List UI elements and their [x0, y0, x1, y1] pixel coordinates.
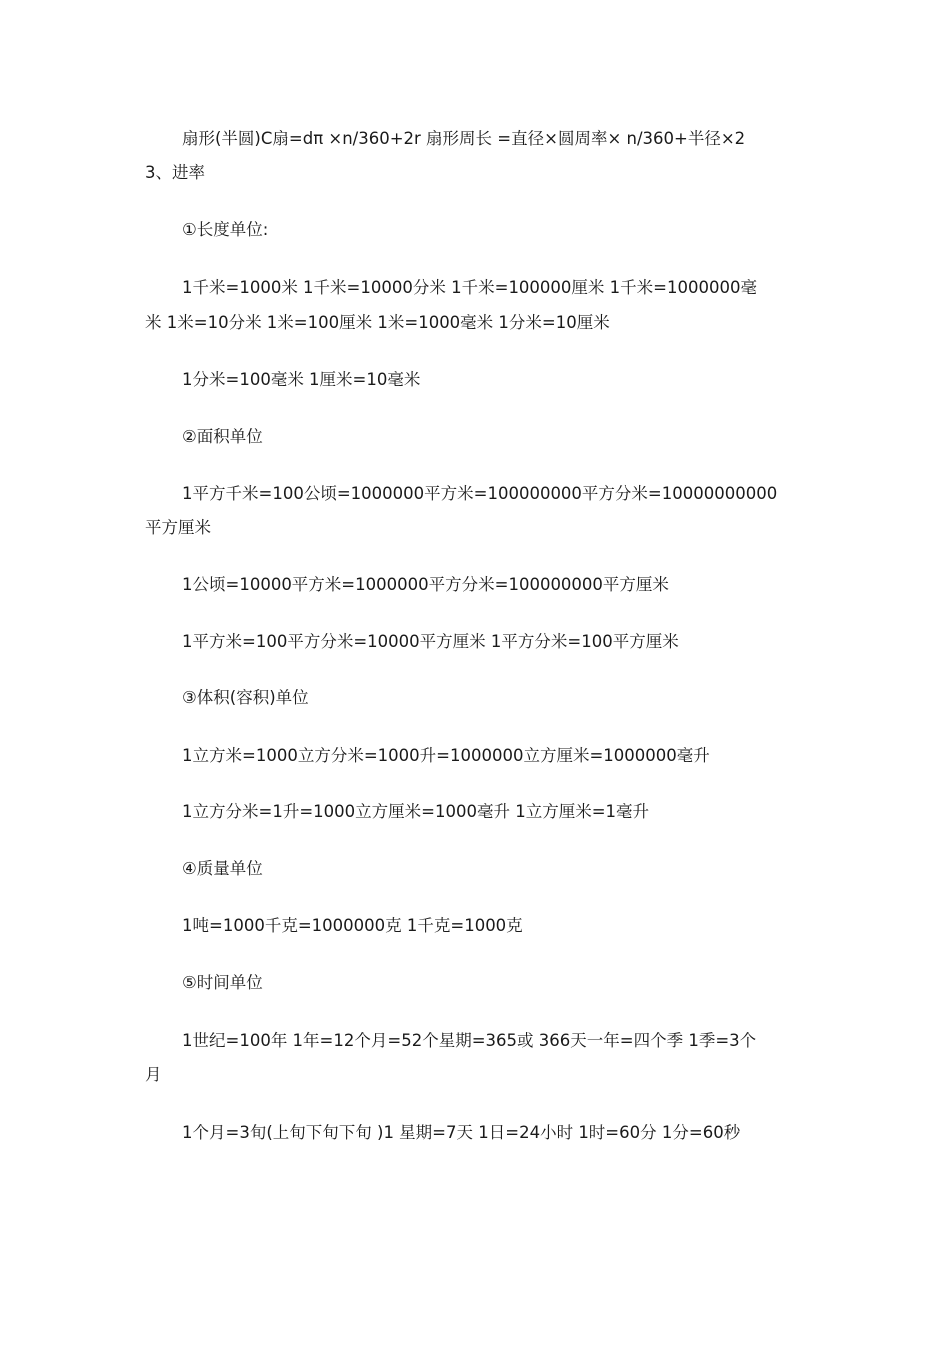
text-line-length-3: 1分米=100毫米 1厘米=10毫米	[182, 370, 421, 389]
subheading-volume-units: ③体积(容积)单位	[182, 688, 309, 707]
text-line-length-2: 米 1米=10分米 1米=100厘米 1米=1000毫米 1分米=10厘米	[145, 313, 610, 332]
text-line-time-3: 1个月=3旬(上旬下旬下旬 )1 星期=7天 1日=24小时 1时=60分 1分=60秒	[182, 1123, 741, 1142]
text-line-mass-1: 1吨=1000千克=1000000克 1千克=1000克	[182, 916, 523, 935]
section-heading-conversion: 3、进率	[145, 163, 205, 182]
subheading-mass-units: ④质量单位	[182, 859, 263, 878]
text-line-time-2: 月	[145, 1065, 162, 1084]
text-line-volume-1: 1立方米=1000立方分米=1000升=1000000立方厘米=1000000毫升	[182, 746, 710, 765]
text-line-area-3: 1公顷=10000平方米=1000000平方分米=100000000平方厘米	[182, 575, 669, 594]
text-line-volume-2: 1立方分米=1升=1000立方厘米=1000毫升 1立方厘米=1毫升	[182, 802, 650, 821]
text-line-time-1: 1世纪=100年 1年=12个月=52个星期=365或 366天一年=四个季 1季=3个	[182, 1031, 757, 1050]
text-line-area-1: 1平方千米=100公顷=1000000平方米=100000000平方分米=10000000000	[182, 484, 778, 503]
text-line-area-4: 1平方米=100平方分米=10000平方厘米 1平方分米=100平方厘米	[182, 632, 679, 651]
text-line-length-1: 1千米=1000米 1千米=10000分米 1千米=100000厘米 1千米=1000000毫	[182, 278, 757, 297]
subheading-length-units: ①长度单位:	[182, 220, 269, 239]
text-line-area-2: 平方厘米	[145, 518, 211, 537]
subheading-time-units: ⑤时间单位	[182, 973, 263, 992]
subheading-area-units: ②面积单位	[182, 427, 263, 446]
text-line-sector-formula: 扇形(半圆)C扇=dπ ×n/360+2r 扇形周长 =直径×圆周率× n/360+半径×2	[182, 129, 746, 148]
